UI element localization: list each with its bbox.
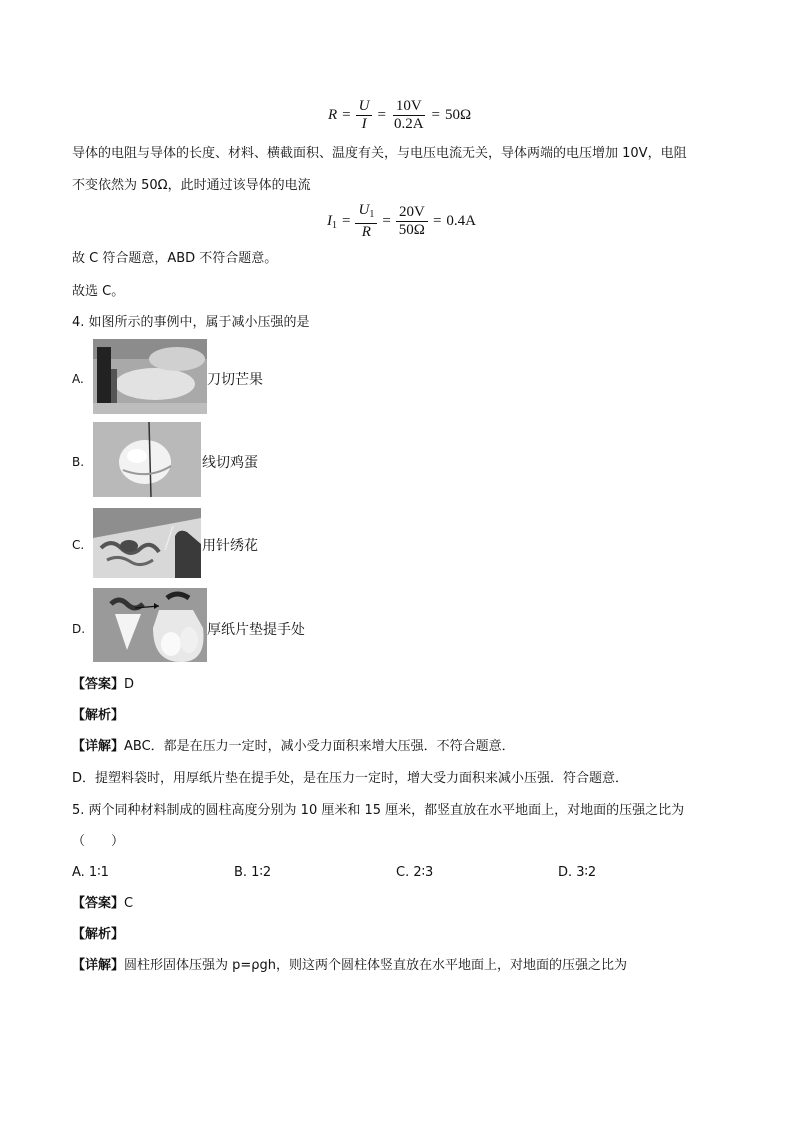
q4-detail-row-1 bbox=[72, 738, 515, 756]
q4-answer-tag: 【答案】 bbox=[72, 677, 125, 692]
q4-option-b-caption: 线切鸡蛋 bbox=[202, 455, 258, 471]
eq1-result: 50Ω bbox=[445, 107, 472, 123]
equation-current: $I_1$ = $\frac{U_1}{R}$ = $\frac{20V}{50\Omega}$ = 0.4A bbox=[327, 202, 476, 240]
q5-answer-row bbox=[72, 895, 133, 913]
q5-answer: C bbox=[124, 896, 134, 911]
q5-choice-a: A. 1∶1 bbox=[72, 865, 109, 880]
q4-option-d-letter: D. bbox=[72, 622, 86, 636]
thread-cutting-egg-photo bbox=[93, 422, 201, 497]
q5-stem-line1: 5. 两个同种材料制成的圆柱高度分别为 10 厘米和 15 厘米，都竖直放在水平地面上，对地面的压强之比为 bbox=[72, 803, 685, 818]
q4-analysis-tag: 【解析】 bbox=[72, 708, 125, 723]
para2: 故 C 符合题意，ABD 不符合题意。 bbox=[72, 251, 278, 266]
q5-detail-row-1 bbox=[72, 957, 627, 975]
paper-pad-bag-handle-photo bbox=[93, 588, 207, 662]
q4-option-d-caption: 厚纸片垫提手处 bbox=[207, 622, 305, 638]
q4-answer: D bbox=[124, 677, 135, 692]
q5-analysis-tag: 【解析】 bbox=[72, 927, 125, 942]
eq1-fraction-2: $\frac{10V}{0.2A}$ bbox=[393, 98, 424, 132]
para1-line2: 不变依然为 50Ω，此时通过该导体的电流 bbox=[72, 178, 311, 193]
knife-cutting-mango-photo bbox=[93, 339, 207, 414]
q4-detail-2: D．提塑料袋时，用厚纸片垫在提手处，是在压力一定时，增大受力面积来减小压强．符合题意． bbox=[72, 771, 629, 786]
q5-answer-tag: 【答案】 bbox=[72, 896, 125, 911]
eq2-result: 0.4A bbox=[446, 213, 476, 229]
q4-stem: 4. 如图所示的事例中，属于减小压强的是 bbox=[72, 315, 310, 330]
q4-answer-row bbox=[72, 676, 134, 694]
q4-option-c-letter: C. bbox=[72, 538, 85, 552]
q4-option-c-caption: 用针绣花 bbox=[202, 538, 258, 554]
q4-detail-tag: 【详解】 bbox=[72, 739, 125, 754]
q5-choice-c: C. 2∶3 bbox=[396, 865, 434, 880]
needle-embroidery-photo bbox=[93, 508, 201, 578]
eq2-fraction-1: $\frac{U_1}{R}$ bbox=[355, 202, 377, 241]
q4-option-a-letter: A. bbox=[72, 372, 84, 386]
eq2-fraction-2: $\frac{20V}{50\Omega}$ bbox=[396, 204, 428, 239]
q4-detail-1: ABC．都是在压力一定时，减小受力面积来增大压强．不符合题意． bbox=[124, 739, 515, 754]
q5-detail-tag: 【详解】 bbox=[72, 958, 125, 973]
q5-choice-d: D. 3∶2 bbox=[558, 865, 597, 880]
q5-detail-1: 圆柱形固体压强为 p=ρgh，则这两个圆柱体竖直放在水平地面上，对地面的压强之比为 bbox=[124, 958, 628, 973]
eq2-lhs: I bbox=[327, 212, 332, 229]
q5-stem-line2: （ ） bbox=[72, 834, 125, 849]
eq1-lhs: R bbox=[328, 107, 338, 123]
para3: 故选 C。 bbox=[72, 284, 125, 299]
q5-choice-b: B. 1∶2 bbox=[234, 865, 272, 880]
q4-option-a-caption: 刀切芒果 bbox=[207, 372, 263, 388]
eq1-fraction-1: $\frac{U}{I}$ bbox=[356, 98, 373, 133]
equation-resistance: R = $\frac{U}{I}$ = $\frac{10V}{0.2A}$ = 50Ω bbox=[328, 98, 472, 132]
para1-line1: 导体的电阻与导体的长度、材料、横截面积、温度有关，与电压电流无关，导体两端的电压增加 10V，电阻 bbox=[72, 146, 687, 161]
q4-option-b-letter: B. bbox=[72, 455, 85, 469]
